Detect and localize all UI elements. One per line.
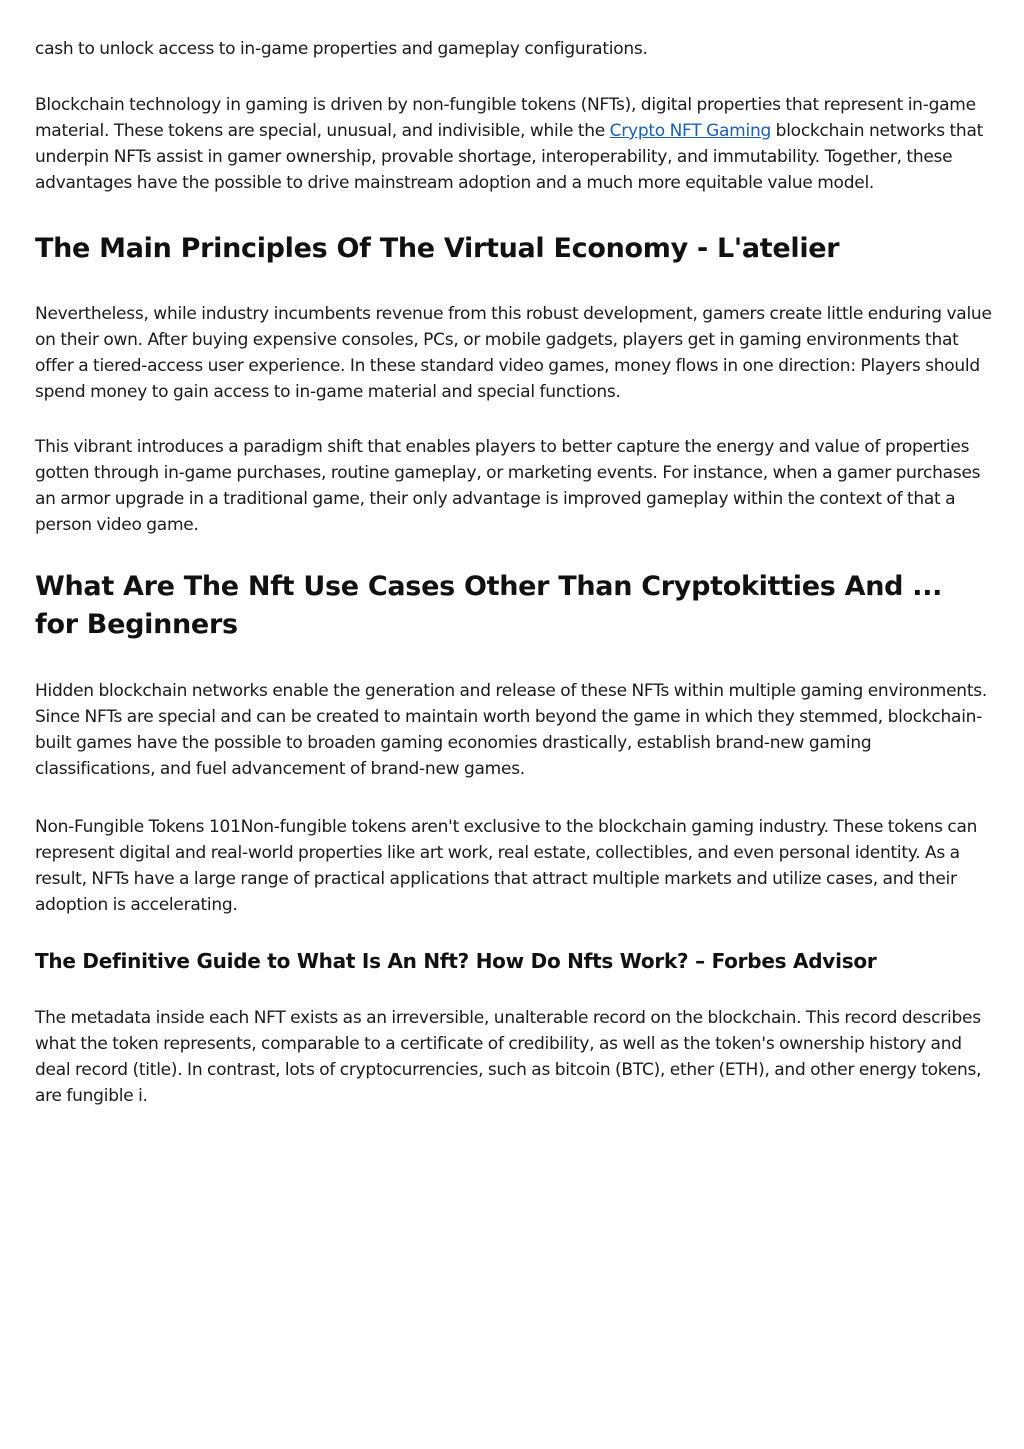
- document-page: [35, 36, 993, 1139]
- section-heading-nft-use-cases: What Are The Nft Use Cases Other Than Cryptokitties And ... for Beginners: [35, 571, 943, 640]
- paragraph-metadata: The metadata inside each NFT exists as an irreversible, unalterable record on the blockchain. This record describes what the token represents, comparable to a certificate of credibility, as well as the token's ownership history and deal record (title). In contrast, lots of cryptocurrencies, such as bitcoin (BTC), ether (ETH), and other energy tokens, are fungible i.: [35, 1008, 982, 1106]
- section-heading-virtual-economy: The Main Principles Of The Virtual Economy - L'atelier: [35, 233, 840, 264]
- subsection-heading-definitive-guide: The Definitive Guide to What Is An Nft? How Do Nfts Work? – Forbes Advisor: [35, 949, 877, 973]
- paragraph-hidden-networks: Hidden blockchain networks enable the generation and release of these NFTs within multiple gaming environments. Since NFTs are special and can be created to maintain worth beyond the game in which they stemmed, blockchain-built games have the possible to broaden gaming economies drastically, establish brand-new gaming classifications, and fuel advancement of brand-new games.: [35, 681, 988, 779]
- paragraph-paradigm-shift: This vibrant introduces a paradigm shift that enables players to better capture the energy and value of properties gotten through in-game purchases, routine gameplay, or marketing events. For instance, when a gamer purchases an armor upgrade in a traditional game, their only advantage is improved gameplay within the context of that a person video game.: [35, 437, 981, 535]
- paragraph-nft-101: Non-Fungible Tokens 101Non-fungible tokens aren't exclusive to the blockchain gaming industry. These tokens can represent digital and real-world properties like art work, real estate, collectibles, and even personal identity. As a result, NFTs have a large range of practical applications that attract multiple markets and utilize cases, and their adoption is accelerating.: [35, 817, 978, 915]
- paragraph-text-after-link: blockchain networks that underpin NFTs assist in gamer ownership, provable shortage, interoperability, and immutability. Together, these advantages have the possible to drive mainstream adoption and a much more equitable value model.: [35, 121, 984, 193]
- crypto-nft-gaming-link[interactable]: Crypto NFT Gaming: [609, 121, 772, 141]
- paragraph-intro: cash to unlock access to in-game properties and gameplay configurations.: [35, 39, 648, 59]
- paragraph-text-before-link: Blockchain technology in gaming is driven by non-fungible tokens (NFTs), digital properties that represent in-game material. These tokens are special, unusual, and indivisible, while the: [35, 95, 976, 141]
- paragraph-blockchain-tech: [35, 92, 993, 196]
- paragraph-industry-incumbents: Nevertheless, while industry incumbents revenue from this robust development, gamers create little enduring value on their own. After buying expensive consoles, PCs, or mobile gadgets, players get in gaming environments that offer a tiered-access user experience. In these standard video games, money flows in one direction: Players should spend money to gain access to in-game material and special functions.: [35, 304, 992, 402]
